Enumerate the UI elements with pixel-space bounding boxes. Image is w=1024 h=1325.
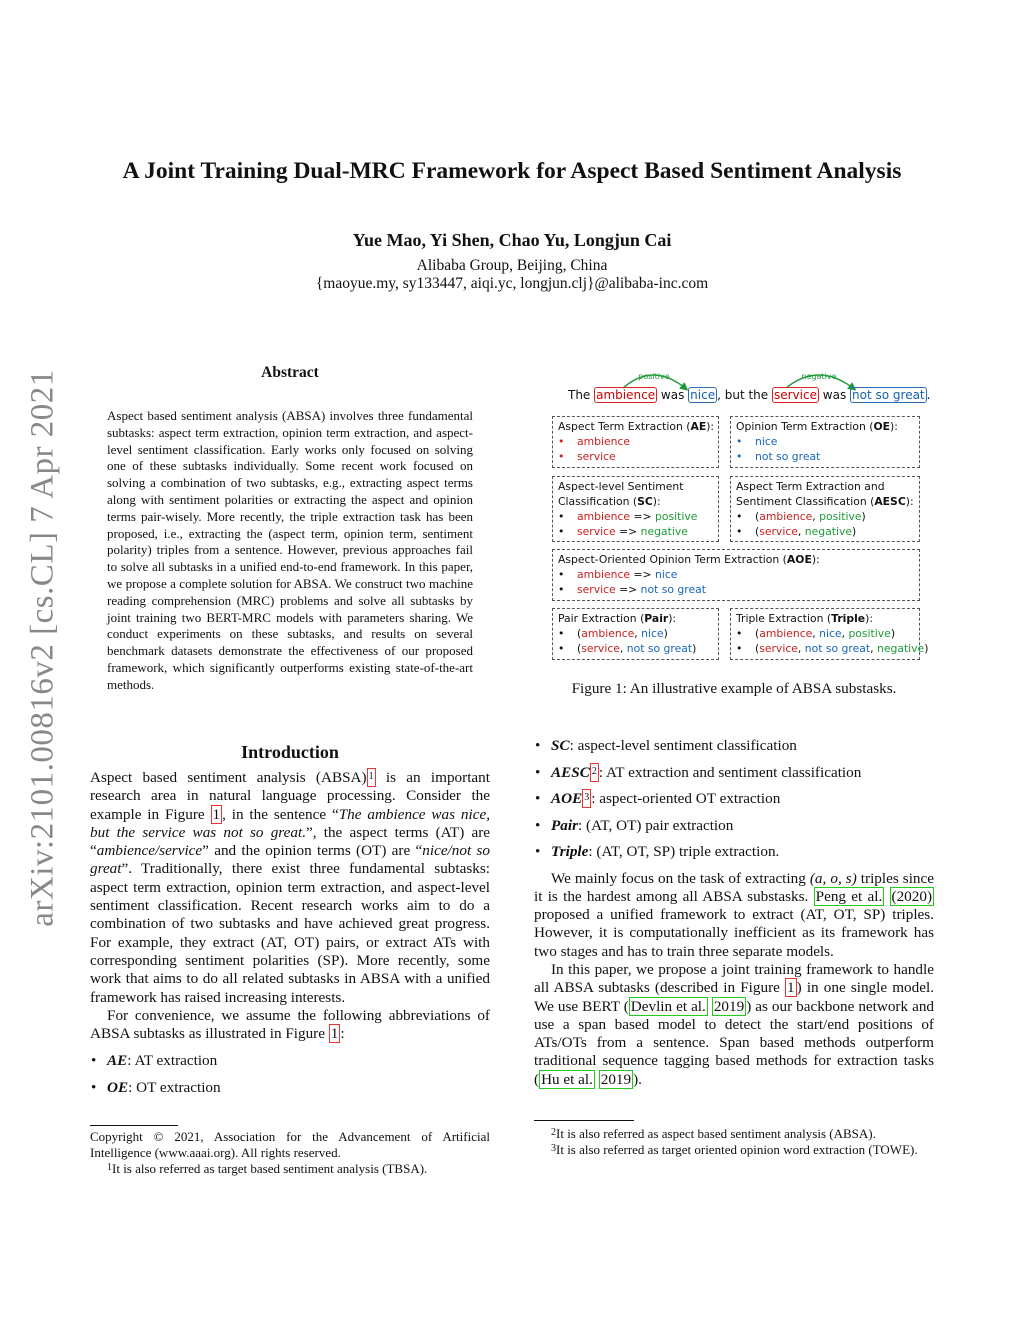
arxiv-stamp (18, 365, 68, 930)
oe-item: • nice (736, 434, 914, 449)
aoe-box: Aspect-Oriented Opinion Term Extraction (AOE): • ambience => nice • service => not so great (552, 549, 920, 601)
footnote-rule (534, 1120, 634, 1121)
arc-label-negative: negative (801, 372, 837, 381)
pair-box: Pair Extraction (Pair): • (ambience, nice) • (service, not so great) (552, 608, 719, 660)
pair-item: • (ambience, nice) (558, 626, 713, 641)
left-footnotes (90, 1129, 490, 1177)
affiliation: Alibaba Group, Beijing, China (416, 257, 608, 274)
copyright-note: Copyright © 2021, Association for the Advancement of Artificial Intelligence (www.aaai.org). All rights reserved. (90, 1129, 490, 1160)
footnote-link-1[interactable]: 1 (367, 768, 376, 787)
arc-label-positive: positive (638, 372, 670, 381)
citation-peng[interactable]: Peng et al. (815, 887, 883, 905)
footnote-3: $^3$It is also referred as target oriented opinion word extraction (TOWE). (551, 1142, 918, 1157)
pair-item: • (service, not so great) (558, 641, 713, 656)
oe-item: • not so great (736, 449, 914, 464)
right-column-body (534, 737, 934, 1089)
subtask-bullet-ae: • AE: AT extraction (90, 1052, 490, 1070)
aoe-item: • ambience => nice (558, 567, 914, 582)
oe-box: Opinion Term Extraction (OE): • nice • not so great (730, 416, 920, 468)
citation-devlin-year[interactable]: 2019 (713, 997, 745, 1015)
abstract-text: Aspect based sentiment analysis (ABSA) involves three fundamental subtasks: aspect term extraction, opinion term extraction, and aspect-level sentiment classification. Early works only focused on solving one of these subtasks individually. Some recent work focused on solving a combination of two subtasks, e.g., extracting aspect terms along with sentiment polarities or extracting the aspect and opinion terms pair-wisely. More recently, the triple extraction task has been proposed, i.e., extracting the (aspect term, opinion term, sentiment polarity) triples from a sentence. However, previous approaches fail to solve all subtasks in a unified end-to-end framework. In this paper, we propose a complete solution for ABSA. We construct two machine reading comprehension (MRC) problems and solve all subtasks by joint training two BERT-MRC models with parameters sharing. We conduct experiments on these subtasks, and results on several benchmark datasets demonstrate the effectiveness of our proposed framework, which significantly outperforms existing state-of-the-art methods. (107, 408, 473, 692)
ae-item: • ambience (558, 434, 713, 449)
footnote-2: $^2$It is also referred as aspect based sentiment analysis (ABSA). (551, 1126, 876, 1141)
triple-item: • (service, not so great, negative) (736, 641, 914, 656)
subtask-bullet-pair: • Pair: (AT, OT) pair extraction (534, 817, 934, 835)
triple-item: • (ambience, nice, positive) (736, 626, 914, 641)
citation-hu[interactable]: Hu et al. (541, 1070, 593, 1088)
footnote-link-3[interactable]: 3 (582, 789, 591, 808)
subtask-bullet-aoe: • AOE $^3$ : aspect-oriented OT extraction (534, 790, 934, 808)
sc-box: Aspect-level Sentiment Classification (SC): • ambience => positive • service => negative (552, 476, 719, 542)
citation-peng-year[interactable]: (2020) (891, 887, 933, 905)
opinion-term: not so great (852, 388, 925, 402)
aspect-term: service (773, 388, 817, 402)
left-column-body (90, 769, 490, 1105)
aesc-item: • (ambience, positive) (736, 509, 914, 524)
citation-hu-year[interactable]: 2019 (600, 1070, 632, 1088)
ae-box: Aspect Term Extraction (AE): • ambience • service (552, 416, 719, 468)
footnote-1: $^1$It is also referred as target based sentiment analysis (TBSA). (107, 1161, 428, 1176)
sc-item: • service => negative (558, 524, 713, 539)
opinion-term: nice (690, 388, 716, 402)
intro-paragraph-1: Aspect based sentiment analysis (ABSA) $^1$ is an important research area in natural language processing. Consider the example in Figure 1 , in the sentence “The ambience was nice, but the service was not so great.”, the aspect terms (AT) are “ambience/service” and the opinion terms (OT) are “nice/not so great”. Traditionally, there exist three fundamental subtasks: aspect term extraction, opinion term extraction, and aspect-level sentiment classification. Recent research works aim to do a combination of two subtasks and have achieved great progress. For example, they extract (AT, OT) pairs, or extract ATs with corresponding sentiment polarities (SP). More recently, some work that aims to do all related subtasks in ABSA with a unified framework has raised increasing interests. (90, 769, 490, 1006)
subtask-bullet-aesc: • AESC $^2$ : AT extraction and sentiment classification (534, 764, 934, 782)
arxiv-stamp-text: arXiv:2101.00816v2 [cs.CL] 7 Apr 2021 (24, 368, 61, 927)
figure-link[interactable]: 1 (787, 979, 795, 997)
footnote-link-2[interactable]: 2 (590, 763, 599, 782)
paper-title: A Joint Training Dual-MRC Framework for Aspect Based Sentiment Analysis (122, 158, 902, 184)
figure-link[interactable]: 1 (330, 1025, 339, 1043)
triple-box: Triple Extraction (Triple): • (ambience, nice, positive) • (service, not so great, negative) (730, 608, 920, 660)
author-emails: {maoyue.my, sy133447, aiqi.yc, longjun.clj}@alibaba-inc.com (315, 275, 709, 292)
aesc-item: • (service, negative) (736, 524, 914, 539)
aoe-item: • service => not so great (558, 582, 914, 597)
aesc-box: Aspect Term Extraction and Sentiment Classification (AESC): • (ambience, positive) • (service, negative) (730, 476, 920, 542)
footnote-rule (90, 1125, 178, 1126)
figure-1 (548, 366, 931, 662)
citation-devlin[interactable]: Devlin et al. (630, 997, 706, 1015)
subtask-bullet-oe: • OE: OT extraction (90, 1079, 490, 1097)
subtask-bullet-sc: • SC: aspect-level sentiment classification (534, 737, 934, 755)
subtask-bullet-triple: • Triple: (AT, OT, SP) triple extraction. (534, 843, 934, 861)
affiliation-block (0, 257, 1024, 293)
intro-paragraph-4: In this paper, we propose a joint training framework to handle all ABSA subtasks (described in Figure 1 ) in one single model. We use BERT ( Devlin et al. 2019 ) as our backbone network and use a span based model to detect the start/end positions of ATs/OTs from a sentence. Span based methods outperform traditional sequence tagging based methods for extraction tasks ( Hu et al. 2019 ). (534, 960, 935, 1088)
ae-item: • service (558, 449, 713, 464)
sc-item: • ambience => positive (558, 509, 713, 524)
intro-paragraph-2: For convenience, we assume the following abbreviations of ABSA subtasks as illustrated in Figure 1 : (90, 1006, 490, 1043)
figure-link[interactable]: 1 (212, 805, 221, 823)
introduction-heading: Introduction (241, 742, 339, 762)
figure-caption: Figure 1: An illustrative example of ABSA substasks. (571, 680, 897, 697)
right-footnotes (534, 1126, 934, 1158)
author-list: Yue Mao, Yi Shen, Chao Yu, Longjun Cai (352, 230, 672, 250)
intro-paragraph-3: We mainly focus on the task of extracting (a, o, s) triples since it is the hardest among all ABSA substasks. Peng et al. (2020) proposed a unified framework to extract (AT, OT, SP) triples. However, it is computationally inefficient as its framework has two stages and has to train three separate models. (534, 869, 935, 960)
example-sentence: The ambience was nice , but the service was not so great . (568, 388, 931, 402)
aspect-term: ambience (596, 388, 656, 402)
abstract-heading: Abstract (261, 364, 319, 381)
